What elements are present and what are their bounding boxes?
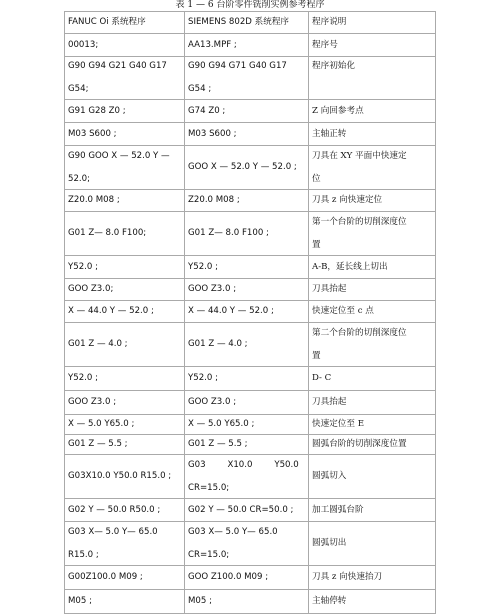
- table-row: [65, 123, 436, 146]
- siemens-cell: GOO X — 52.0 Y — 52.0 ;: [185, 146, 309, 190]
- siemens-line-2: G54 ;: [188, 84, 212, 94]
- header-fanuc: FANUC Oi 系统程序: [65, 12, 185, 34]
- table-row: [65, 301, 436, 323]
- siemens-cell: G01 Z — 5.5 ;: [185, 435, 309, 455]
- fanuc-cell: 00013;: [65, 34, 185, 57]
- table-row: [65, 34, 436, 57]
- siemens-cell: AA13.MPF ;: [185, 34, 309, 57]
- fanuc-cell: X — 44.0 Y — 52.0 ;: [65, 301, 185, 323]
- header-description: 程序说明: [309, 12, 436, 34]
- siemens-cell: G74 Z0 ;: [185, 100, 309, 123]
- description-cell: [309, 212, 436, 256]
- fanuc-line-2: G54;: [68, 84, 89, 94]
- table-row: [65, 146, 436, 190]
- siemens-line-1: G90 G94 G71 G40 G17: [188, 61, 287, 71]
- table-row: [65, 590, 436, 614]
- description-cell: 刀具抬起: [309, 391, 436, 415]
- siemens-cell: M03 S600 ;: [185, 123, 309, 146]
- fanuc-cell: G00Z100.0 M09 ;: [65, 566, 185, 590]
- table-row: [65, 566, 436, 590]
- fanuc-cell: X — 5.0 Y65.0 ;: [65, 415, 185, 435]
- fanuc-cell: M05 ;: [65, 590, 185, 614]
- siemens-cell: [185, 522, 309, 566]
- siemens-cell: GOO Z3.0 ;: [185, 279, 309, 301]
- description-cell: A-B，延长线上切出: [309, 256, 436, 279]
- table-row: [65, 279, 436, 301]
- description-cell: 快速定位至 E: [309, 415, 436, 435]
- description-line-2: 置: [312, 350, 321, 361]
- table-row: [65, 57, 436, 100]
- table-row: [65, 100, 436, 123]
- description-cell: 刀具抬起: [309, 279, 436, 301]
- fanuc-cell: G01 Z — 5.5 ;: [65, 435, 185, 455]
- description-cell: 圆弧台阶的切削深度位置: [309, 435, 436, 455]
- fanuc-line-2: R15.0 ;: [68, 549, 99, 560]
- table-row: [65, 212, 436, 256]
- description-cell: 程序号: [309, 34, 436, 57]
- siemens-line-1: G03 X— 5.0 Y— 65.0: [188, 526, 278, 537]
- description-cell: 程序初始化: [309, 57, 436, 100]
- siemens-cell: G02 Y — 50.0 CR=50.0 ;: [185, 499, 309, 522]
- table-row: [65, 415, 436, 435]
- table-caption: 表 1 — 6 台阶零件铣削实例参考程序: [175, 0, 325, 10]
- fanuc-cell: [65, 146, 185, 190]
- siemens-cell: M05 ;: [185, 590, 309, 614]
- siemens-cell: GOO Z3.0 ;: [185, 391, 309, 415]
- siemens-cell: Y52.0 ;: [185, 256, 309, 279]
- program-table: [64, 11, 436, 614]
- description-cell: 加工圆弧台阶: [309, 499, 436, 522]
- description-cell: [309, 323, 436, 367]
- description-line-2: 位: [312, 173, 321, 184]
- fanuc-cell: Y52.0 ;: [65, 256, 185, 279]
- table-row: [65, 256, 436, 279]
- fanuc-cell: G03X10.0 Y50.0 R15.0 ;: [65, 455, 185, 499]
- table-row: [65, 435, 436, 455]
- siemens-cell: [185, 57, 309, 100]
- table-header-row: [65, 12, 436, 34]
- fanuc-cell: M03 S600 ;: [65, 123, 185, 146]
- fanuc-cell: G01 Z— 8.0 F100;: [65, 212, 185, 256]
- siemens-line-1: G03 X10.0 Y50.0: [188, 459, 299, 470]
- fanuc-cell: G02 Y — 50.0 R50.0 ;: [65, 499, 185, 522]
- description-cell: Z 向回参考点: [309, 100, 436, 123]
- fanuc-cell: Z20.0 M08 ;: [65, 190, 185, 212]
- description-cell: 圆弧切出: [309, 522, 436, 566]
- fanuc-line-1: G03 X— 5.0 Y— 65.0: [68, 526, 158, 537]
- description-line-2: 置: [312, 239, 321, 250]
- fanuc-line-2: 52.0;: [68, 173, 91, 184]
- description-line-1: 第一个台阶的切削深度位: [312, 216, 407, 227]
- table-row: [65, 499, 436, 522]
- description-cell: 主轴正转: [309, 123, 436, 146]
- description-cell: 主轴停转: [309, 590, 436, 614]
- fanuc-line-1: G90 GOO X — 52.0 Y —: [68, 150, 170, 161]
- siemens-cell: Z20.0 M08 ;: [185, 190, 309, 212]
- description-cell: 刀具 z 向快速抬刀: [309, 566, 436, 590]
- siemens-cell: X — 5.0 Y65.0 ;: [185, 415, 309, 435]
- siemens-cell: Y52.0 ;: [185, 367, 309, 391]
- table-row: [65, 455, 436, 499]
- table-row: [65, 391, 436, 415]
- description-line-1: 第二个台阶的切削深度位: [312, 327, 407, 338]
- fanuc-cell: GOO Z3.0 ;: [65, 391, 185, 415]
- siemens-cell: GOO Z100.0 M09 ;: [185, 566, 309, 590]
- description-cell: 刀具 z 向快速定位: [309, 190, 436, 212]
- siemens-line-2: CR=15.0;: [188, 549, 230, 560]
- description-cell: [309, 146, 436, 190]
- fanuc-line-1: G90 G94 G21 G40 G17: [68, 61, 167, 71]
- table-row: [65, 190, 436, 212]
- fanuc-cell: G01 Z — 4.0 ;: [65, 323, 185, 367]
- description-cell: 快速定位至 c 点: [309, 301, 436, 323]
- description-cell: 圆弧切入: [309, 455, 436, 499]
- fanuc-cell: [65, 522, 185, 566]
- siemens-cell: X — 44.0 Y — 52.0 ;: [185, 301, 309, 323]
- table-row: [65, 367, 436, 391]
- description-cell: D- C: [309, 367, 436, 391]
- fanuc-cell: [65, 57, 185, 100]
- siemens-cell: [185, 455, 309, 499]
- siemens-cell: G01 Z— 8.0 F100 ;: [185, 212, 309, 256]
- fanuc-cell: G91 G28 Z0 ;: [65, 100, 185, 123]
- fanuc-cell: GOO Z3.0;: [65, 279, 185, 301]
- table-row: [65, 323, 436, 367]
- header-siemens: SIEMENS 802D 系统程序: [185, 12, 309, 34]
- table-row: [65, 522, 436, 566]
- siemens-cell: G01 Z — 4.0 ;: [185, 323, 309, 367]
- siemens-line-2: CR=15.0;: [188, 482, 230, 493]
- fanuc-cell: Y52.0 ;: [65, 367, 185, 391]
- description-line-1: 刀具在 XY 平面中快速定: [312, 150, 407, 161]
